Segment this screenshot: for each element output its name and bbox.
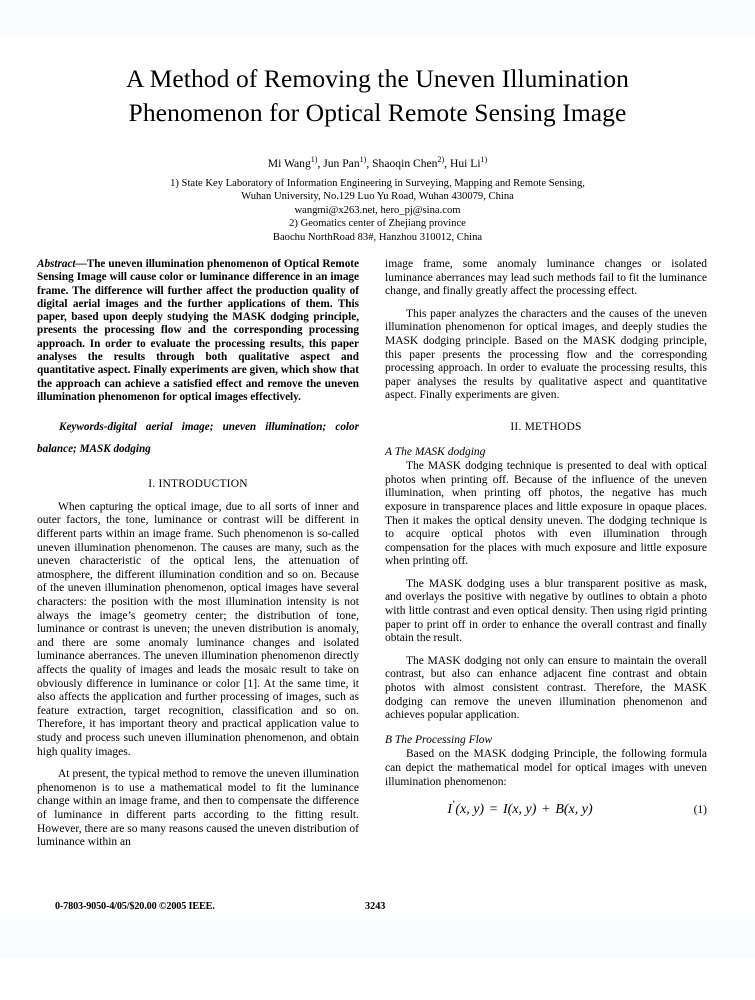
author-sup-3: 1) <box>480 155 488 165</box>
author-name-2: Shaoqin Chen <box>372 157 438 170</box>
author-name-1: Jun Pan <box>323 157 360 170</box>
author-name-3: Hui Li <box>449 157 481 170</box>
abstract-paragraph <box>37 258 359 404</box>
abstract-label: Abstract <box>37 258 76 270</box>
affiliation-line-0: 1) State Key Laboratory of Information Engineering in Surveying, Mapping and Remote Sensing, <box>170 178 585 189</box>
affiliation-line-1: Wuhan University, No.129 Luo Yu Road, Wuhan 430079, China <box>241 191 514 203</box>
abstract-text: The uneven illumination phenomenon of Optical Remote Sensing Image will cause color or luminance difference in an image frame. The difference will further affect the production quality of digital aerial images and the further applications of them. This paper, based upon deeply studying the MASK dodging principle, presents the processing flow and the corresponding processing approach. In order to evaluate the processing results, this paper analyses the results through both qualitative aspect and quantitative aspect. Finally experiments are given, which show that the approach can achieve a satisfied effect and remove the uneven illumination phenomenon for optical images effectively. <box>37 258 359 403</box>
methods-a-paragraph-2: The MASK dodging not only can ensure to maintain the overall contrast, but also can enhance adjacent fine contrast and obtain photos with almost consistent contrast. Therefore, the MASK dodging can remove the uneven illumination phenomenon and achieves popular application. <box>385 654 707 722</box>
section-heading-introduction: I. INTRODUCTION <box>148 478 248 491</box>
equation-1-prime: ’ <box>452 799 456 811</box>
methods-b-paragraph-0: Based on the MASK dodging Principle, the following formula can depict the mathematical model for optical images with uneven illumination phenomenon: <box>385 748 707 788</box>
section-heading-methods: II. METHODS <box>510 420 582 433</box>
affiliation-line-3: 2) Geomatics center of Zhejiang province <box>289 218 466 230</box>
author-name-0: Mi Wang <box>267 157 311 170</box>
author-sup-0: 1) <box>310 155 318 165</box>
author-sup-2: 2) <box>437 155 445 165</box>
page-title: A Method of Removing the Uneven Illumination Phenomenon for Optical Remote Sensing Image <box>126 64 629 127</box>
methods-a-paragraph-1: The MASK dodging uses a blur transparent positive as mask, and overlays the positive with negative by outlines to obtain a photo with little contrast and even optical density. Then using rigid printing paper to print off in order to enhance the overall contrast and finally obtain the result. <box>385 577 707 645</box>
intro-continuation-1: This paper analyzes the characters and the causes of the uneven illumination phenomenon for optical images, and deeply studies the MASK dodging principle. Based on the MASK dodging principle, this paper presents the processing flow and the corresponding processing approach. In order to evaluate the processing results, this paper analyses the results by qualitative aspect and quantitative aspect. Finally experiments are given. <box>385 307 707 402</box>
intro-continuation-0: image frame, some anomaly luminance changes or isolated luminance aberrances may lead such methods fail to fit the luminance change, and finally greatly affect the processing effect. <box>385 258 707 298</box>
affiliation-line-4: Baochu NorthRoad 83#, Hanzhou 310012, China <box>272 231 483 243</box>
footer-page-number: 3243 <box>365 901 386 912</box>
title-block <box>60 62 695 244</box>
subsection-heading-processing-flow: B The Processing Flow <box>385 733 493 746</box>
affiliation-line-2: wangmi@x263.net, hero_pj@sina.com <box>294 204 461 216</box>
author-list: Mi Wang$^{1)}$, Jun Pan$^{1)}$, Shaoqin Chen$^{2)}$, Hui Li$^{1)}$ <box>267 155 488 170</box>
intro-paragraph-0: When capturing the optical image, due to all sorts of inner and outer factors, the tone, luminance or contrast will be different in different parts within an image frame. Such phenomenon is so-called uneven illumination phenomenon. The causes are many, such as the uneven characteristic of the optical lens, the attenuation of atmosphere, the different illumination condition and so on. Because of the uneven illumination phenomenon, optical images have several characters: the position with the most illumination intensity is not always the image’s geometry center; the distribution of tone, luminance or contrast is uneven; the uneven distribution is anomaly, and there are some anomaly luminance changes and isolated luminance aberrances. The uneven illumination phenomenon directly affects the quality of images and leads the mosaic result to take on obviously difference in luminance or color [1]. At the same time, it also affects the application and further processing of images, such as feature extraction, target recognition, classification and so on. Therefore, it has important theory and practical application value to study and process such uneven illumination phenomenon, and obtain high quality images. <box>37 500 359 758</box>
methods-a-paragraph-0: The MASK dodging technique is presented to deal with optical photos when printing off. Because of the influence of the uneven illumination, when printing off photos, the negative has much exposure in transparence places and little exposure in opaque places. Then it makes the optical density uneven. The dodging technique is to acquire optical photos with even illumination through compensation for the places with much exposure and little exposure when printing off. <box>385 460 707 568</box>
keywords-paragraph: Keywords-digital aerial image; uneven illumination; color balance; MASK dodging <box>37 421 359 456</box>
affiliation-block <box>60 177 695 244</box>
author-sup-1: 1) <box>359 155 367 165</box>
subsection-heading-mask-dodging: A The MASK dodging <box>385 445 486 458</box>
intro-paragraph-1: At present, the typical method to remove the uneven illumination phenomenon is to use a mathematical model to fit the luminance change within an image frame, and then to compensate the difference of luminance in different parts according to the fitting result. However, there are so many reasons caused the uneven distribution of luminance within an <box>37 768 359 849</box>
equation-1-expression: I’(x, y) = I(x, y) + B(x, y) <box>447 799 593 818</box>
equation-1-number: (1) <box>693 804 707 817</box>
column-left <box>37 258 359 850</box>
abstract-dash: — <box>75 258 87 270</box>
footer-copyright: 0-7803-9050-4/05/$20.00 ©2005 IEEE. <box>55 901 215 912</box>
equation-1 <box>385 799 707 818</box>
column-right <box>385 258 707 818</box>
